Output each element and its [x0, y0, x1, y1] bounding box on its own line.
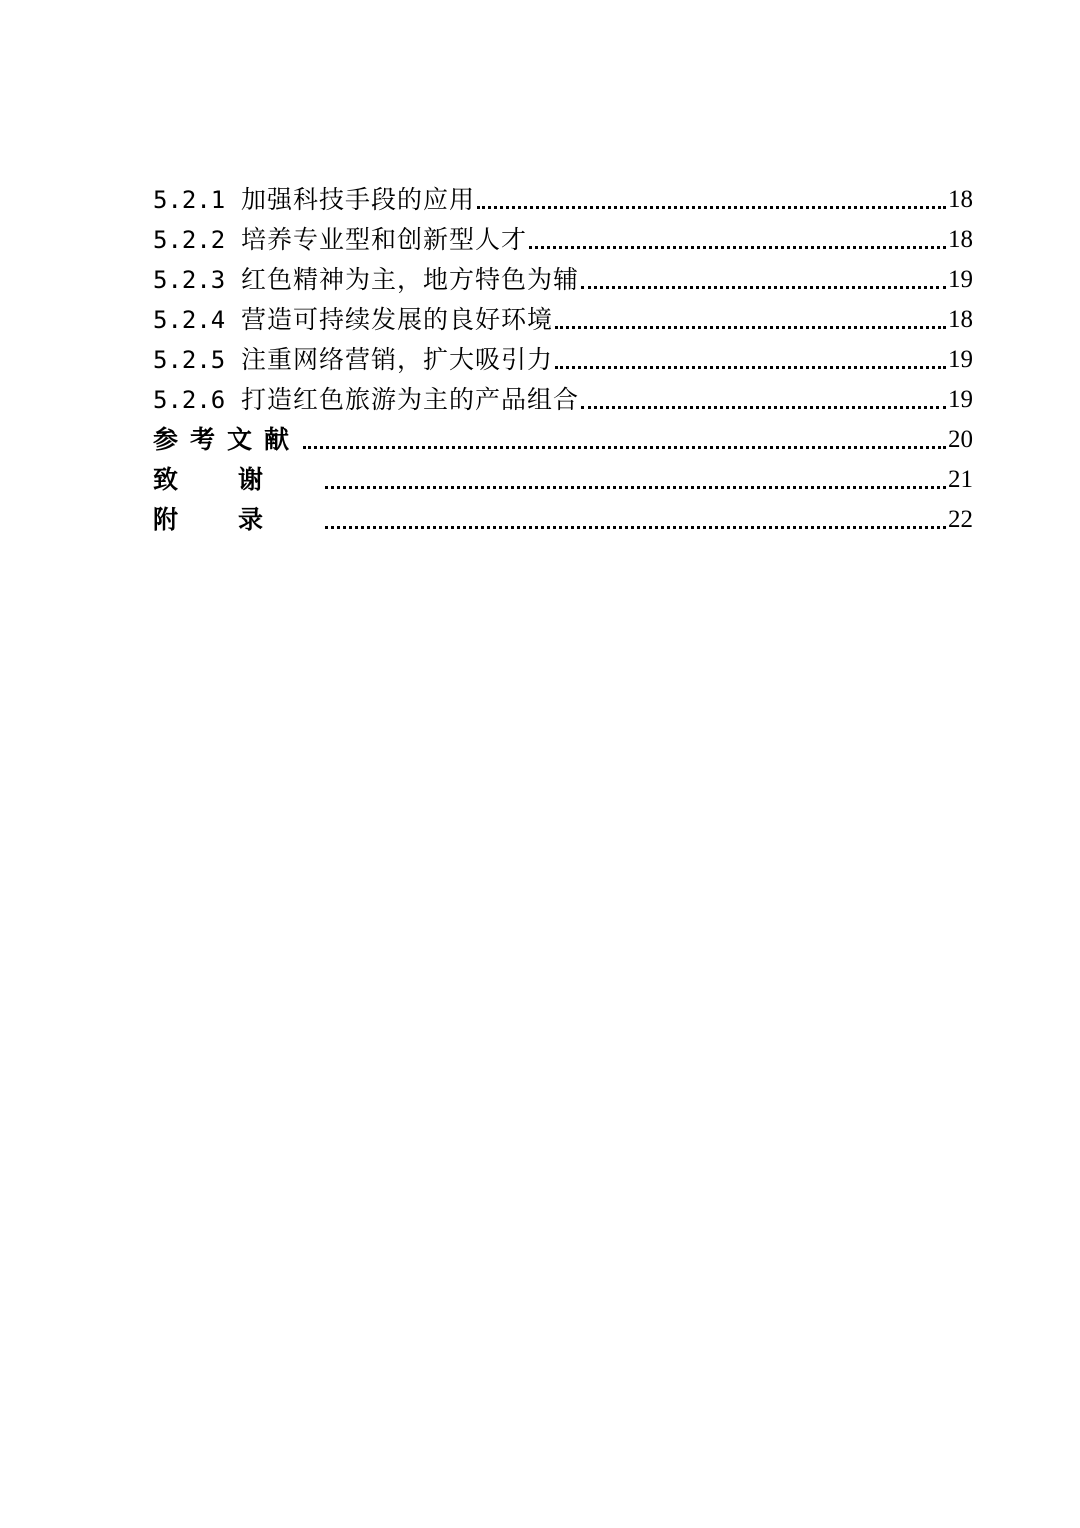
toc-entry-page: 18: [948, 226, 973, 253]
toc-entry-title: 培养专业型和创新型人才: [241, 225, 528, 254]
toc-entry-page: 19: [948, 386, 973, 413]
toc-entry-page: 18: [948, 306, 973, 333]
toc-entry: [153, 340, 973, 380]
toc-entry-appendix: [153, 500, 973, 540]
toc-entry-number: 5.2.1: [153, 186, 226, 214]
toc-entry-title: 加强科技手段的应用: [241, 185, 476, 214]
toc-entry-number: 5.2.4: [153, 306, 226, 334]
dot-leader: [477, 202, 946, 209]
toc-entry-title: 致谢: [153, 465, 324, 494]
toc-entry: [153, 380, 973, 420]
toc-entry-page: 19: [948, 266, 973, 293]
dot-leader: [325, 482, 946, 489]
toc-entry-page: 18: [948, 186, 973, 213]
toc-entry: [153, 220, 973, 260]
toc-entry-number: 5.2.6: [153, 386, 226, 414]
toc-entry: [153, 260, 973, 300]
toc-entry-number: 5.2.3: [153, 266, 226, 294]
dot-leader: [529, 242, 946, 249]
dot-leader: [555, 362, 946, 369]
toc-entry-title: 附录: [153, 505, 324, 534]
dot-leader: [303, 442, 946, 449]
toc-entry-references: [153, 420, 973, 460]
toc-entry-page: 21: [948, 466, 973, 493]
toc-entry-title: 打造红色旅游为主的产品组合: [241, 385, 580, 414]
toc-entry: [153, 180, 973, 220]
toc-entry-title: 注重网络营销，扩大吸引力: [241, 345, 554, 374]
toc-entry: [153, 300, 973, 340]
toc-entry-title: 参考文献: [153, 425, 302, 454]
toc-entry-title: 红色精神为主，地方特色为辅: [241, 265, 580, 294]
dot-leader: [325, 522, 946, 529]
toc-entry-page: 20: [948, 426, 973, 453]
dot-leader: [555, 322, 946, 329]
toc-entry-number: 5.2.5: [153, 346, 226, 374]
toc-entry-number: 5.2.2: [153, 226, 226, 254]
toc-entry-page: 22: [948, 506, 973, 533]
dot-leader: [581, 402, 946, 409]
toc-entry-acknowledgements: [153, 460, 973, 500]
toc-entry-page: 19: [948, 346, 973, 373]
dot-leader: [581, 282, 946, 289]
toc-entry-title: 营造可持续发展的良好环境: [241, 305, 554, 334]
table-of-contents: [153, 180, 973, 540]
